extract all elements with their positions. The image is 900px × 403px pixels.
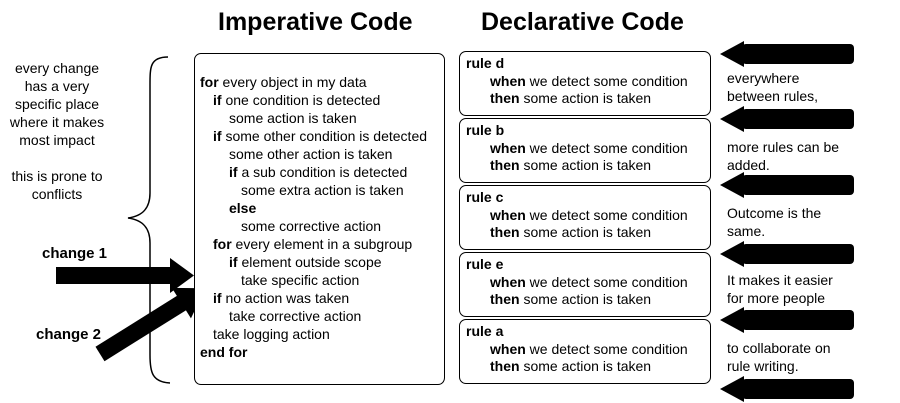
right-note-line: Outcome is the xyxy=(727,205,822,221)
left-note-line: every change xyxy=(14,60,100,76)
rule-keyword: when xyxy=(490,206,526,223)
rule-box xyxy=(459,319,711,384)
rule-text: we detect some condition xyxy=(525,72,688,89)
rule-keyword: when xyxy=(490,340,526,357)
code-text: some other action is taken xyxy=(229,146,393,162)
code-line xyxy=(200,235,427,253)
rule-name: rule c xyxy=(466,189,504,205)
rule-keyword: then xyxy=(490,90,520,106)
left-note-line: this is prone to xyxy=(11,168,103,184)
right-note xyxy=(727,204,821,240)
rule-box xyxy=(459,185,711,250)
code-keyword: if xyxy=(229,254,238,270)
rule-keyword: then xyxy=(490,224,520,240)
rule-text: we detect some condition xyxy=(525,139,688,156)
right-note-line: It makes it easier xyxy=(727,272,833,288)
rule-box xyxy=(459,51,711,116)
code-text: some other condition is detected xyxy=(221,128,428,144)
right-note-line: everywhere xyxy=(727,70,800,86)
rule-then-line xyxy=(466,90,704,108)
code-line xyxy=(200,91,427,109)
left-arrow-icon xyxy=(720,307,854,333)
change-1-arrow xyxy=(56,258,194,293)
right-note-line: to collaborate on xyxy=(727,340,831,356)
declarative-title: Declarative Code xyxy=(481,8,684,36)
code-line xyxy=(200,163,427,181)
rule-text: we detect some condition xyxy=(525,340,688,357)
code-line xyxy=(200,253,427,271)
rule-box xyxy=(459,118,711,183)
code-keyword: for xyxy=(200,74,219,90)
rule-text: some action is taken xyxy=(519,358,652,374)
right-note-line: for more people xyxy=(727,290,826,306)
code-line xyxy=(200,271,427,289)
code-line xyxy=(200,109,427,127)
rule-when-line xyxy=(466,274,704,292)
code-line xyxy=(200,199,427,217)
right-note xyxy=(727,339,831,375)
rule-then-line xyxy=(466,157,704,175)
rule-text: some action is taken xyxy=(519,157,652,173)
left-note-line: conflicts xyxy=(31,186,83,202)
change-1-label: change 1 xyxy=(42,245,108,262)
rule-then-line xyxy=(466,291,704,309)
left-note-line: has a very xyxy=(24,78,90,94)
rule-keyword: when xyxy=(490,139,526,156)
code-text: take logging action xyxy=(213,326,330,342)
rule-then-line xyxy=(466,224,704,242)
left-arrow-icon xyxy=(720,241,854,267)
left-arrow-icon xyxy=(720,106,854,132)
rule-when-line xyxy=(466,341,704,359)
code-text: no action was taken xyxy=(221,290,350,306)
rule-text: we detect some condition xyxy=(525,273,688,290)
code-line xyxy=(200,307,427,325)
right-note-line: rule writing. xyxy=(727,358,799,374)
left-arrow-icon xyxy=(720,41,854,67)
left-note-line: most impact xyxy=(19,132,95,148)
code-keyword: if xyxy=(213,92,222,108)
code-line xyxy=(200,325,427,343)
code-line xyxy=(200,73,427,91)
code-keyword: if xyxy=(213,290,222,306)
code-line xyxy=(200,127,427,145)
rule-keyword: when xyxy=(490,273,526,290)
rule-name: rule d xyxy=(466,55,505,71)
code-line xyxy=(200,181,427,199)
rule-text: some action is taken xyxy=(519,90,652,106)
right-note xyxy=(727,138,839,174)
code-line xyxy=(200,343,427,361)
code-text: every object in my data xyxy=(218,74,367,90)
code-text: element outside scope xyxy=(237,254,382,270)
code-line xyxy=(200,145,427,163)
right-note xyxy=(727,69,818,105)
right-note-line: same. xyxy=(727,223,766,239)
right-note-line: more rules can be xyxy=(727,139,840,155)
code-line xyxy=(200,217,427,235)
imperative-title: Imperative Code xyxy=(218,8,413,36)
rule-when-line xyxy=(466,73,704,91)
left-arrow-icon xyxy=(720,172,854,198)
rule-text: some action is taken xyxy=(519,291,652,307)
right-note xyxy=(727,271,833,307)
code-keyword: end for xyxy=(200,344,248,360)
rule-keyword: when xyxy=(490,72,526,89)
rule-keyword: then xyxy=(490,358,520,374)
left-note-line: where it makes xyxy=(9,114,105,130)
rule-when-line xyxy=(466,140,704,158)
imperative-code xyxy=(200,73,427,361)
right-note-line: between rules, xyxy=(727,88,819,104)
code-text: some corrective action xyxy=(241,218,382,234)
rule-text: we detect some condition xyxy=(525,206,688,223)
rule-name: rule b xyxy=(466,122,505,138)
rule-keyword: then xyxy=(490,157,520,173)
rule-keyword: then xyxy=(490,291,520,307)
rule-text: some action is taken xyxy=(519,224,652,240)
code-text: every element in a subgroup xyxy=(231,236,413,252)
rule-name: rule a xyxy=(466,323,504,339)
code-text: some extra action is taken xyxy=(241,182,404,198)
code-keyword: for xyxy=(213,236,232,252)
code-text: some action is taken xyxy=(229,110,357,126)
rule-when-line xyxy=(466,207,704,225)
imperative-code-box xyxy=(194,53,445,385)
code-text: take specific action xyxy=(241,272,360,288)
left-note-line: specific place xyxy=(14,96,100,112)
rule-box xyxy=(459,252,711,317)
rule-name: rule e xyxy=(466,256,504,272)
code-keyword: if xyxy=(213,128,222,144)
code-text: take corrective action xyxy=(229,308,362,324)
code-text: a sub condition is detected xyxy=(237,164,408,180)
rule-then-line xyxy=(466,358,704,376)
code-keyword: if xyxy=(229,164,238,180)
change-2-label: change 2 xyxy=(36,326,102,343)
code-keyword: else xyxy=(229,200,257,216)
right-note-line: added. xyxy=(727,157,770,173)
code-text: one condition is detected xyxy=(221,92,381,108)
left-arrow-icon xyxy=(720,376,854,402)
code-line xyxy=(200,289,427,307)
